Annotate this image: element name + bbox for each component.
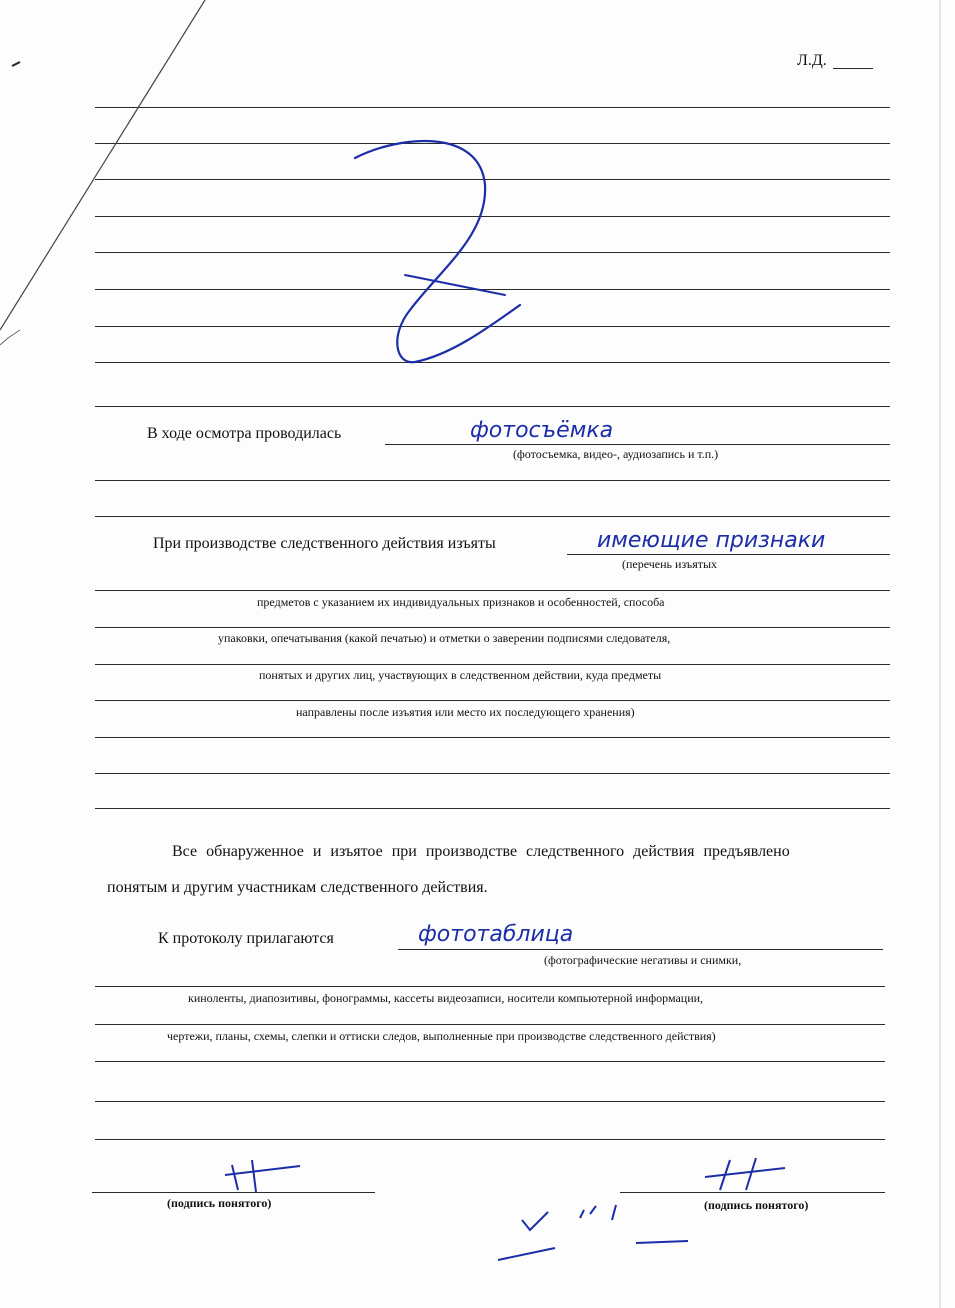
page-fold-edge bbox=[0, 0, 205, 330]
left-signature-stroke bbox=[232, 1165, 238, 1190]
left-signature-stroke bbox=[252, 1160, 256, 1192]
case-file-label: Л.Д. bbox=[797, 52, 827, 69]
left-signature-stroke bbox=[225, 1166, 300, 1175]
z-strike-crossbar bbox=[405, 275, 505, 295]
attachments-hint-1: (фотографические негативы и снимки, bbox=[544, 953, 742, 967]
ink-tick-marks bbox=[580, 1206, 596, 1218]
right-signature-stroke bbox=[705, 1168, 785, 1177]
right-signature-caption: (подпись понятого) bbox=[704, 1198, 809, 1212]
ink-tick-marks bbox=[612, 1205, 616, 1220]
seized-label: При производстве следственного действия изъяты bbox=[153, 535, 496, 552]
check-mark bbox=[522, 1212, 548, 1230]
page-fold-corner bbox=[0, 330, 20, 345]
seized-hint-2: предметов с указанием их индивидуальных признаков и особенностей, способа bbox=[257, 595, 665, 609]
attachments-hint-3: чертежи, планы, схемы, слепки и оттиски следов, выполненные при производстве следственного действия) bbox=[167, 1029, 716, 1043]
seized-hint-3: упаковки, опечатывания (какой печатью) и отметки о заверении подписями следователя, bbox=[218, 631, 671, 645]
recording-handwritten: фотосъёмка bbox=[470, 418, 614, 443]
attachments-label: К протоколу прилагаются bbox=[158, 930, 334, 947]
z-strike-mark bbox=[355, 141, 520, 362]
ink-dash bbox=[636, 1241, 688, 1243]
seized-hint-4: понятых и других лиц, участвующих в следственном действии, куда предметы bbox=[259, 668, 662, 682]
scan-mark bbox=[12, 62, 20, 66]
seized-handwritten: имеющие признаки bbox=[597, 528, 826, 553]
recording-hint: (фотосъемка, видео-, аудиозапись и т.п.) bbox=[513, 447, 719, 461]
left-signature-caption: (подпись понятого) bbox=[167, 1196, 272, 1210]
recording-label: В ходе осмотра проводилась bbox=[147, 425, 342, 442]
presented-line-1: Все обнаруженное и изъятое при производстве следственного действия предъявлено bbox=[172, 843, 790, 860]
seized-hint-5: направлены после изъятия или место их последующего хранения) bbox=[296, 705, 635, 719]
presented-line-2: понятым и другим участникам следственного действия. bbox=[107, 879, 488, 896]
attachments-handwritten: фототаблица bbox=[418, 922, 574, 947]
seized-hint-1: (перечень изъятых bbox=[622, 557, 718, 571]
right-signature-stroke bbox=[746, 1158, 756, 1190]
attachments-hint-2: киноленты, диапозитивы, фонограммы, кассеты видеозаписи, носители компьютерной информации, bbox=[188, 991, 704, 1005]
ink-underline bbox=[498, 1248, 555, 1260]
